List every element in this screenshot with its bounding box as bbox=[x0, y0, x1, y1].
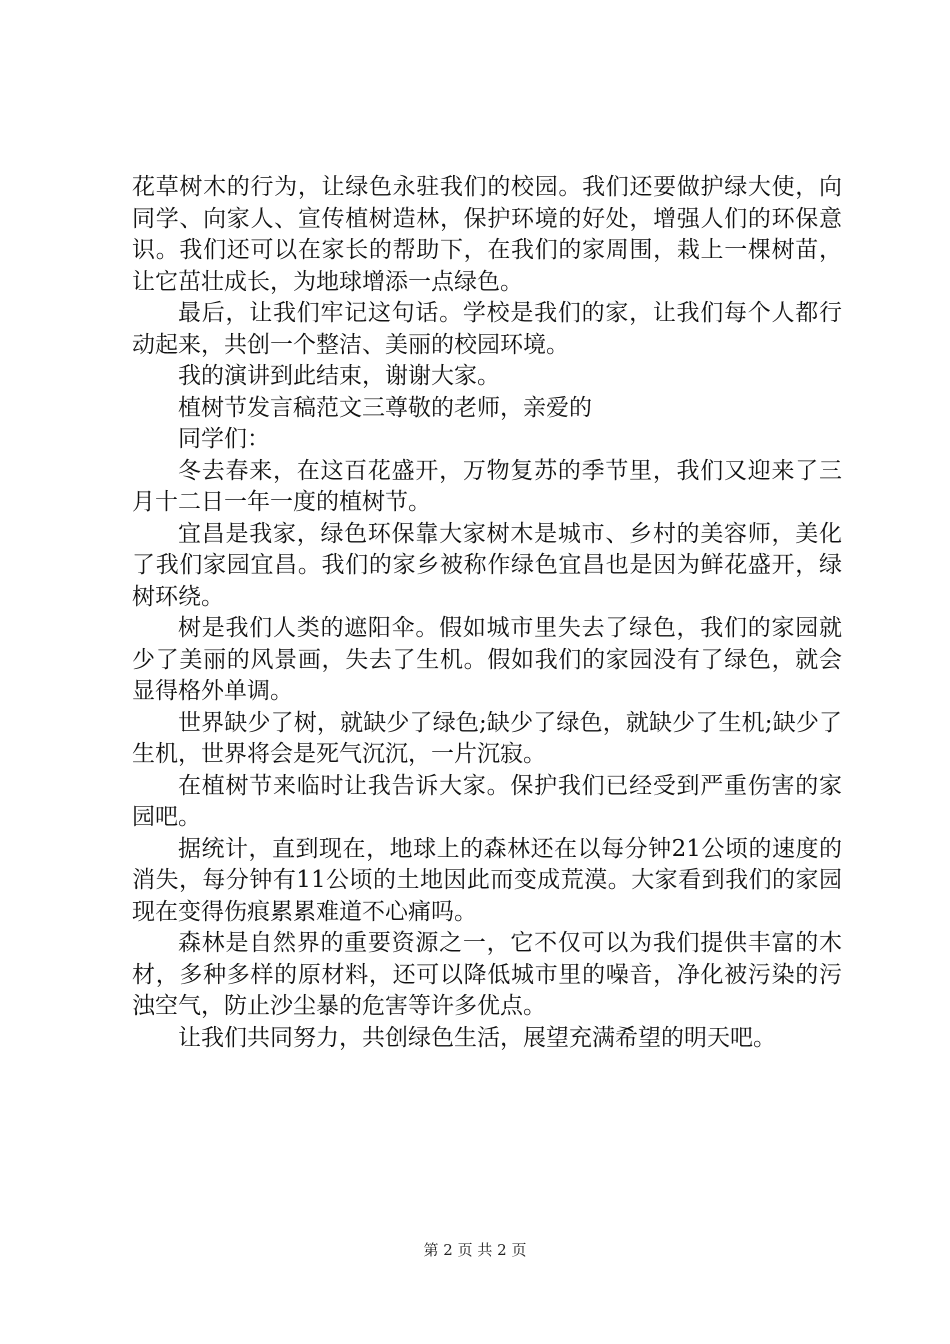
page-number-label: 第 2 页 共 2 页 bbox=[423, 1241, 527, 1259]
paragraph-12: 森林是自然界的重要资源之一，它不仅可以为我们提供丰富的木材，多种多样的原材料，还可以降低城市里的噪音，净化被污染的污浊空气，防止沙尘暴的危害等许多优点。 bbox=[132, 930, 842, 1019]
paragraph-10: 在植树节来临时让我告诉大家。保护我们已经受到严重伤害的家园吧。 bbox=[132, 772, 842, 830]
paragraph-6: 冬去春来，在这百花盛开，万物复苏的季节里，我们又迎来了三月十二日一年一度的植树节。 bbox=[132, 457, 842, 515]
document-body bbox=[132, 172, 842, 1054]
paragraph-7: 宜昌是我家，绿色环保靠大家树木是城市、乡村的美容师，美化了我们家园宜昌。我们的家乡被称作绿色宜昌也是因为鲜花盛开，绿树环绕。 bbox=[132, 520, 842, 610]
paragraph-1: 花草树木的行为，让绿色永驻我们的校园。我们还要做护绿大使，向同学、向家人、宣传植树造林，保护环境的好处，增强人们的环保意识。我们还可以在家长的帮助下，在我们的家周围，栽上一棵树苗，让它茁壮成长，为地球增添一点绿色。 bbox=[132, 174, 842, 295]
paragraph-3: 我的演讲到此结束，谢谢大家。 bbox=[178, 363, 500, 389]
page-footer bbox=[0, 1240, 950, 1260]
paragraph-8: 树是我们人类的遮阳伞。假如城市里失去了绿色，我们的家园就少了美丽的风景画，失去了生机。假如我们的家园没有了绿色，就会显得格外单调。 bbox=[132, 615, 842, 704]
paragraph-5: 同学们： bbox=[178, 426, 270, 452]
paragraph-2: 最后，让我们牢记这句话。学校是我们的家，让我们每个人都行动起来，共创一个整洁、美丽的校园环境。 bbox=[132, 300, 842, 358]
paragraph-4: 植树节发言稿范文三尊敬的老师，亲爱的 bbox=[178, 394, 592, 421]
paragraph-9: 世界缺少了树，就缺少了绿色;缺少了绿色，就缺少了生机;缺少了生机，世界将会是死气沉沉，一片沉寂。 bbox=[132, 709, 842, 767]
paragraph-13: 让我们共同努力，共创绿色生活，展望充满希望的明天吧。 bbox=[178, 1024, 776, 1051]
paragraph-11: 据统计，直到现在，地球上的森林还在以每分钟21公顷的速度的消失，每分钟有11公顷的土地因此而变成荒漠。大家看到我们的家园现在变得伤痕累累难道不心痛吗。 bbox=[132, 835, 842, 925]
